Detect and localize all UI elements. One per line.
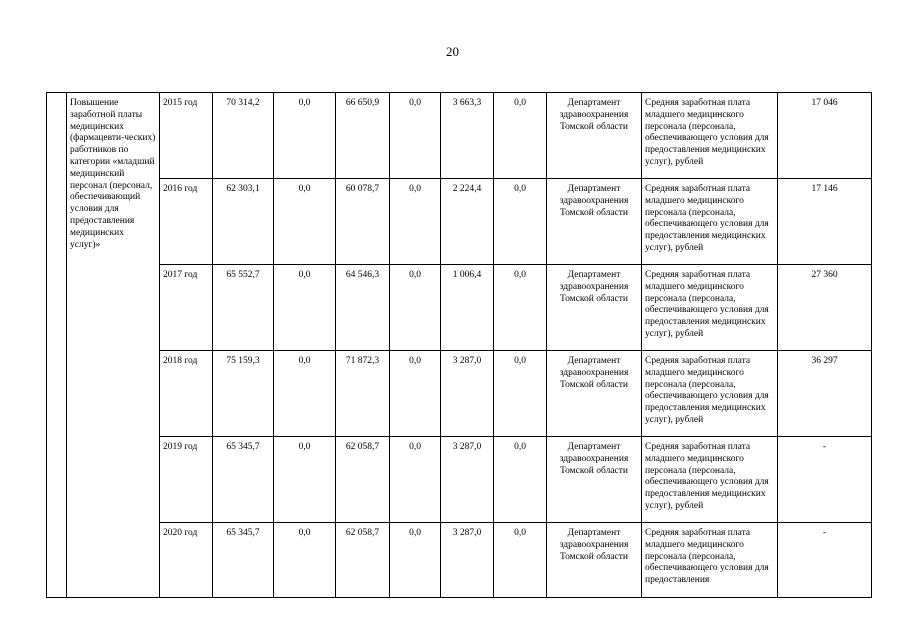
federal-funding-cell: 0,0	[274, 265, 336, 351]
year-cell: 2020 год	[160, 523, 213, 598]
regional-funding-cell: 60 078,7	[336, 179, 390, 265]
row-number-cell	[47, 93, 67, 598]
other-funding-cell: 0,0	[494, 93, 547, 179]
total-funding-cell: 65 552,7	[213, 265, 274, 351]
target-value-cell: -	[778, 437, 872, 523]
regional-funding-cell: 71 872,3	[336, 351, 390, 437]
extrabudget-funding-cell: 3 287,0	[441, 351, 494, 437]
year-cell: 2015 год	[160, 93, 213, 179]
regional-funding-cell: 66 650,9	[336, 93, 390, 179]
department-cell: Департамент здравоохранения Томской области	[547, 179, 642, 265]
regional-funding-cell: 62 058,7	[336, 437, 390, 523]
table-row	[47, 265, 872, 351]
indicator-cell: Средняя заработная плата младшего медицинского персонала (персонала, обеспечивающего условия для предоставления	[642, 523, 778, 598]
table-row	[47, 351, 872, 437]
year-cell: 2019 год	[160, 437, 213, 523]
federal-funding-cell: 0,0	[274, 523, 336, 598]
local-funding-cell: 0,0	[390, 437, 441, 523]
department-cell: Департамент здравоохранения Томской области	[547, 523, 642, 598]
department-cell: Департамент здравоохранения Томской области	[547, 351, 642, 437]
other-funding-cell: 0,0	[494, 523, 547, 598]
year-cell: 2017 год	[160, 265, 213, 351]
other-funding-cell: 0,0	[494, 351, 547, 437]
target-value-cell: 17 146	[778, 179, 872, 265]
year-cell: 2018 год	[160, 351, 213, 437]
total-funding-cell: 62 303,1	[213, 179, 274, 265]
department-cell: Департамент здравоохранения Томской области	[547, 437, 642, 523]
federal-funding-cell: 0,0	[274, 179, 336, 265]
page-number: 20	[446, 44, 459, 59]
local-funding-cell: 0,0	[390, 265, 441, 351]
extrabudget-funding-cell: 3 287,0	[441, 523, 494, 598]
table-row	[47, 93, 872, 179]
extrabudget-funding-cell: 1 006,4	[441, 265, 494, 351]
indicator-cell: Средняя заработная плата младшего медицинского персонала (персонала, обеспечивающего условия для предоставления медицинских услуг), рублей	[642, 437, 778, 523]
extrabudget-funding-cell: 2 224,4	[441, 179, 494, 265]
total-funding-cell: 70 314,2	[213, 93, 274, 179]
target-value-cell: 27 360	[778, 265, 872, 351]
extrabudget-funding-cell: 3 287,0	[441, 437, 494, 523]
indicator-cell: Средняя заработная плата младшего медицинского персонала (персонала, обеспечивающего условия для предоставления медицинских услуг), рублей	[642, 265, 778, 351]
indicator-cell: Средняя заработная плата младшего медицинского персонала (персонала, обеспечивающего условия для предоставления медицинских услуг), рублей	[642, 351, 778, 437]
federal-funding-cell: 0,0	[274, 437, 336, 523]
regional-funding-cell: 62 058,7	[336, 523, 390, 598]
other-funding-cell: 0,0	[494, 265, 547, 351]
table-row	[47, 179, 872, 265]
other-funding-cell: 0,0	[494, 437, 547, 523]
total-funding-cell: 65 345,7	[213, 523, 274, 598]
table-row	[47, 523, 872, 598]
department-cell: Департамент здравоохранения Томской области	[547, 265, 642, 351]
regional-funding-cell: 64 546,3	[336, 265, 390, 351]
program-table	[46, 92, 872, 598]
local-funding-cell: 0,0	[390, 351, 441, 437]
indicator-cell: Средняя заработная плата младшего медицинского персонала (персонала, обеспечивающего условия для предоставления медицинских услуг), рублей	[642, 179, 778, 265]
indicator-cell: Средняя заработная плата младшего медицинского персонала (персонала, обеспечивающего условия для предоставления медицинских услуг), рублей	[642, 93, 778, 179]
federal-funding-cell: 0,0	[274, 351, 336, 437]
task-name-cell: Повышение заработной платы медицинских (фармацевти-ческих) работников по категории «младший медицинский персонал (персонал, обеспечивающий условия для предоставления медицинских услуг)»	[67, 93, 160, 598]
local-funding-cell: 0,0	[390, 179, 441, 265]
total-funding-cell: 75 159,3	[213, 351, 274, 437]
extrabudget-funding-cell: 3 663,3	[441, 93, 494, 179]
target-value-cell: 17 046	[778, 93, 872, 179]
year-cell: 2016 год	[160, 179, 213, 265]
target-value-cell: 36 297	[778, 351, 872, 437]
local-funding-cell: 0,0	[390, 523, 441, 598]
table-row	[47, 437, 872, 523]
local-funding-cell: 0,0	[390, 93, 441, 179]
other-funding-cell: 0,0	[494, 179, 547, 265]
total-funding-cell: 65 345,7	[213, 437, 274, 523]
department-cell: Департамент здравоохранения Томской области	[547, 93, 642, 179]
target-value-cell: -	[778, 523, 872, 598]
federal-funding-cell: 0,0	[274, 93, 336, 179]
